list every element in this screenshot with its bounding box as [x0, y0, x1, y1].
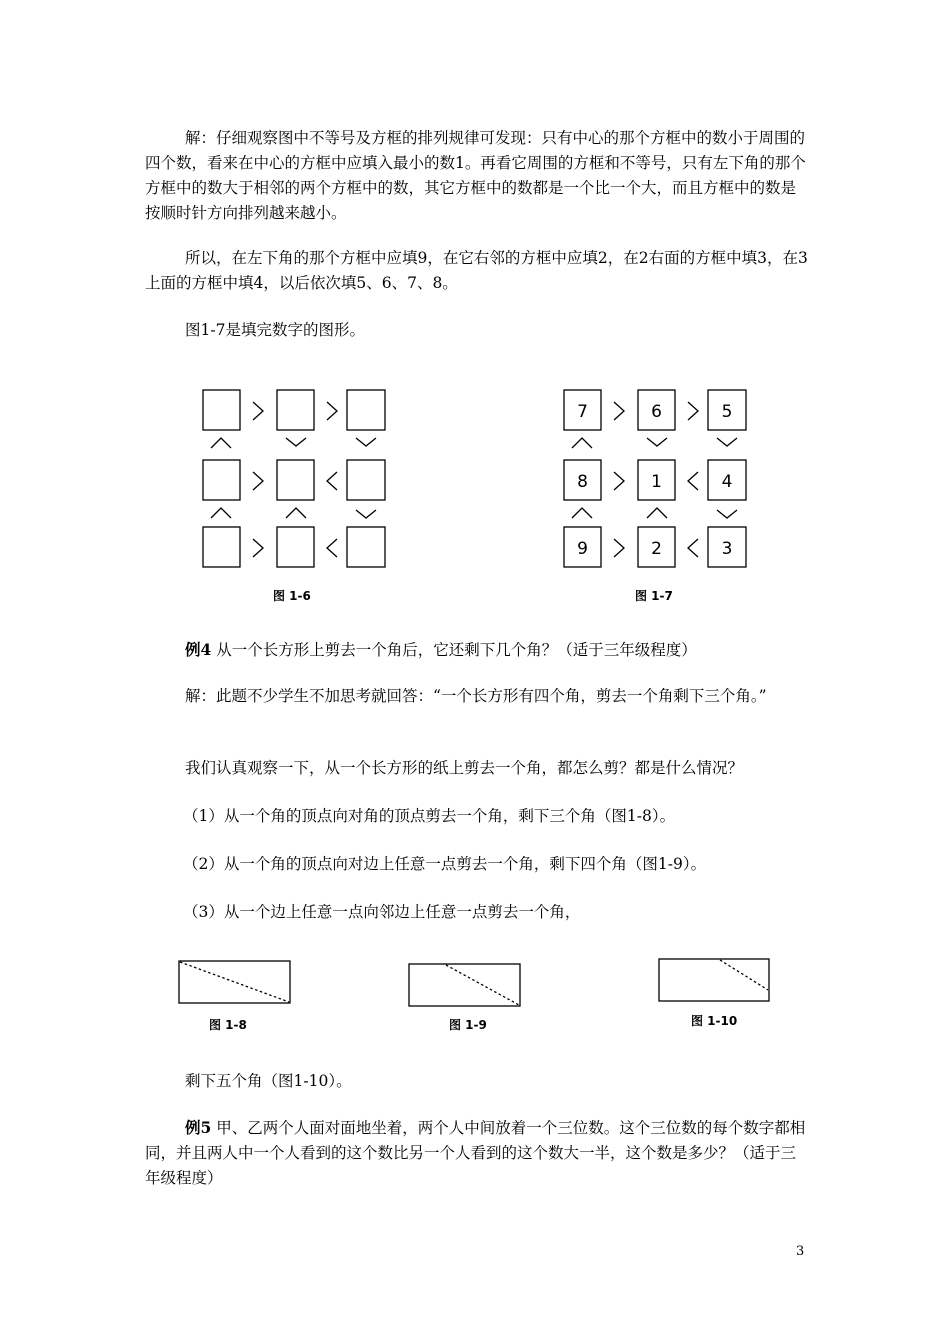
observation-paragraph: 我们认真观察一下，从一个长方形的纸上剪去一个角，都怎么剪？都是什么情况？ — [185, 759, 744, 777]
figure-reference-paragraph: 图1-7是填完数字的图形。 — [185, 321, 365, 339]
cell-bottom-middle: 2 — [651, 539, 662, 559]
case-1: （1）从一个角的顶点向对角的顶点剪去一个角，剩下三个角（图1-8）。 — [183, 807, 676, 825]
cell-middle-left: 8 — [577, 472, 588, 492]
cell-top-right: 5 — [721, 402, 733, 422]
case-3-result: 剩下五个角（图1-10）。 — [185, 1072, 352, 1090]
cell-bottom-left: 9 — [577, 539, 588, 559]
figure-1-10 — [658, 958, 772, 1004]
figure-1-7 — [556, 385, 756, 575]
case-2: （2）从一个角的顶点向对边上任意一点剪去一个角，剩下四个角（图1-9）。 — [183, 855, 707, 873]
example-5 — [145, 1115, 810, 1191]
cell-middle-right: 4 — [721, 472, 733, 492]
example-4-label: 例4 — [185, 640, 212, 659]
cell-center: 1 — [651, 472, 662, 492]
figure-1-7-caption: 图 1-7 — [635, 589, 673, 603]
figure-1-9 — [408, 963, 522, 1009]
figure-1-6 — [195, 385, 395, 575]
example-4-text: 从一个长方形上剪去一个角后，它还剩下几个角？（适于三年级程度） — [211, 641, 697, 659]
case-3: （3）从一个边上任意一点向邻边上任意一点剪去一个角， — [183, 903, 581, 921]
figure-1-8-caption: 图 1-8 — [209, 1018, 247, 1032]
figure-1-8 — [178, 960, 292, 1006]
example-4-solution: 解：此题不少学生不加思考就回答：“一个长方形有四个角，剪去一个角剩下三个角。” — [185, 687, 767, 705]
example-5-label: 例5 — [185, 1118, 212, 1137]
cell-bottom-right: 3 — [721, 539, 733, 559]
page-number: 3 — [796, 1244, 805, 1259]
example-5-text: 甲、乙两个人面对面地坐着，两个人中间放着一个三位数。这个三位数的每个数字都相同，并且两人中一个人看到的这个数比另一个人看到的这个数大一半，这个数是多少？（适于三年级程度） — [145, 1119, 806, 1187]
figure-1-6-caption: 图 1-6 — [273, 589, 311, 603]
figure-1-9-caption: 图 1-9 — [449, 1018, 487, 1032]
solution-paragraph: 解：仔细观察图中不等号及方框的排列规律可发现：只有中心的那个方框中的数小于周围的四个数，看来在中心的方框中应填入最小的数1。再看它周围的方框和不等号，只有左下角的那个方框中的数大于相邻的两个方框中的数，其它方框中的数都是一个比一个大，而且方框中的数是按顺时针方向排列越来越小。 — [145, 129, 806, 222]
example-4 — [145, 637, 810, 663]
cell-top-middle: 6 — [651, 402, 662, 422]
answer-paragraph: 所以，在左下角的那个方框中应填9，在它右邻的方框中应填2，在2右面的方框中填3，在3上面的方框中填4，以后依次填5、6、7、8。 — [145, 249, 808, 292]
cell-top-left: 7 — [577, 402, 588, 422]
figure-1-10-caption: 图 1-10 — [691, 1014, 738, 1028]
